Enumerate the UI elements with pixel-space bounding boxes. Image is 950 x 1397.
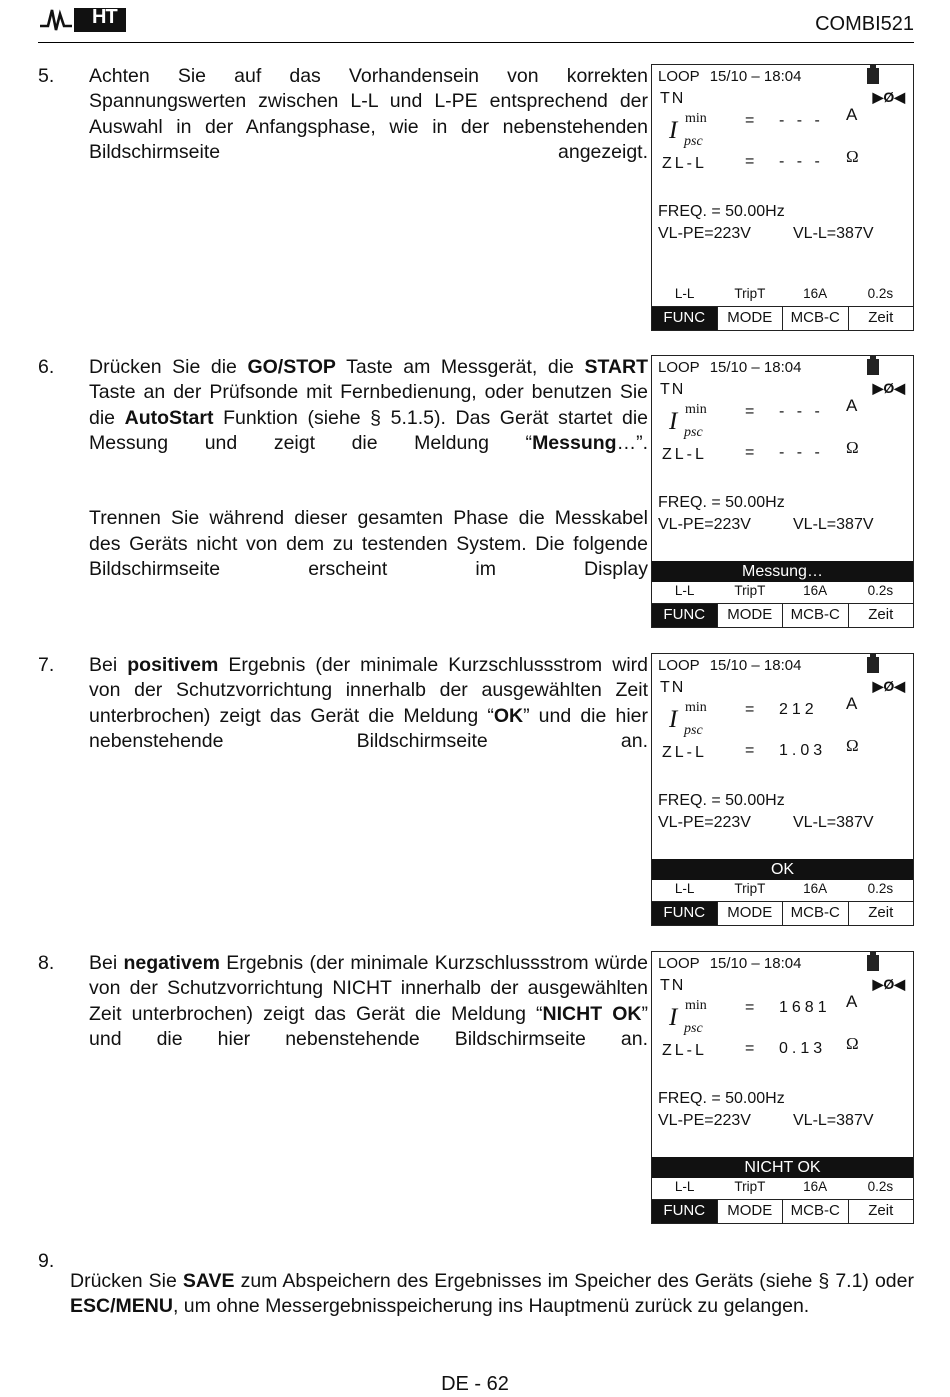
softkey-mcb-c: MCB-C [782, 604, 848, 627]
softkey-func: FUNC [652, 902, 717, 925]
current-value: - - - [779, 112, 824, 129]
status-message: NICHT OK [652, 1157, 913, 1178]
softkey-func: FUNC [652, 604, 717, 627]
text-run: Bei [89, 952, 124, 974]
text-run: ” und die hier nebenstehende Bildschirmseite an. [89, 704, 648, 752]
softkey-func: FUNC [652, 1200, 717, 1223]
parameter-value: TripT [734, 881, 766, 896]
step-7 [38, 653, 648, 779]
parameter-value: 0.2s [867, 881, 894, 896]
symbol-sup: min [685, 998, 707, 1013]
parameter-value: 0.2s [867, 583, 894, 598]
bold-text: AutoStart [124, 406, 214, 429]
softkey-mode: MODE [717, 1200, 783, 1223]
parameter-value: TripT [734, 1179, 766, 1194]
impedance-unit: Ω [846, 736, 859, 755]
step-text [89, 951, 648, 1077]
step-number: 7. [38, 654, 55, 676]
datetime: 15/10 – 18:04 [709, 955, 802, 972]
symbol-sub: psc [684, 723, 703, 738]
system-type: TN [660, 977, 686, 994]
symbol-base: I [669, 706, 678, 733]
datetime: 15/10 – 18:04 [709, 359, 802, 376]
current-unit: A [846, 105, 858, 124]
symbol-sub: psc [684, 425, 703, 440]
impedance-label: ZL-L [662, 1042, 707, 1059]
softkey-mode: MODE [717, 902, 783, 925]
mode-label: LOOP [658, 955, 700, 972]
paragraph [89, 506, 648, 607]
parameter-value: L-L [674, 881, 695, 896]
parameter-row [652, 1179, 913, 1194]
softkey-mode: MODE [717, 307, 783, 330]
step-text [70, 1269, 914, 1320]
current-unit: A [846, 694, 858, 713]
current-unit: A [846, 396, 858, 415]
screen-header [658, 657, 801, 674]
instrument-screen [651, 64, 914, 331]
text-run: Ergebnis (der minimale Kurzschlussstrom wird von der Schutzvorrichtung innerhalb der ausgewählten Zeit unterbrochen) zeigt das Gerät die Meldung “ [89, 654, 648, 727]
text-run: Trennen Sie während dieser gesamten Phase die Messkabel des Geräts nicht von dem zu testenden System. Die folgende Bildschirmseite erscheint im Display [89, 507, 648, 581]
parameter-value: 16A [803, 286, 828, 301]
phase-rotation-indicator: ▶Ø◀ [872, 678, 905, 694]
step-text [89, 355, 648, 608]
softkey-bar [652, 1199, 913, 1223]
impedance-label: ZL-L [662, 744, 707, 761]
parameter-value: 16A [803, 583, 828, 598]
step-number: 5. [38, 65, 55, 87]
symbol-sub: psc [684, 134, 703, 149]
symbol-sub: psc [684, 1021, 703, 1036]
impedance-value: - - - [779, 153, 824, 170]
text-run: …”. [616, 431, 648, 454]
paragraph [70, 1269, 914, 1320]
text-run: Bei [89, 654, 128, 676]
frequency-readout: FREQ. = 50.00Hz [658, 792, 785, 809]
step-number: 6. [38, 356, 55, 378]
symbol-base: I [669, 1004, 678, 1031]
voltage-l-pe: VL-PE=223V [658, 516, 751, 533]
bold-text: OK [493, 704, 524, 727]
voltage-l-l: VL-L=387V [793, 1112, 874, 1129]
phase-rotation-indicator: ▶Ø◀ [872, 380, 905, 396]
system-type: TN [660, 679, 686, 696]
datetime: 15/10 – 18:04 [709, 68, 802, 85]
impedance-label: ZL-L [662, 446, 707, 463]
voltage-l-l: VL-L=387V [793, 814, 874, 831]
current-equals: = [745, 999, 755, 1016]
ipsc-min-symbol [669, 700, 707, 738]
datetime: 15/10 – 18:04 [709, 657, 802, 674]
parameter-value: TripT [734, 583, 766, 598]
current-value: 212 [779, 701, 818, 718]
voltage-l-pe: VL-PE=223V [658, 1112, 751, 1129]
step-number: 8. [38, 952, 55, 974]
mode-label: LOOP [658, 657, 700, 674]
impedance-equals: = [745, 742, 755, 759]
battery-icon [867, 955, 879, 971]
parameter-value: 16A [803, 1179, 828, 1194]
parameter-value: L-L [674, 1179, 695, 1194]
current-value: - - - [779, 403, 824, 420]
ipsc-min-symbol [669, 402, 707, 440]
status-message: OK [652, 859, 913, 880]
voltage-l-l: VL-L=387V [793, 516, 874, 533]
phase-rotation-indicator: ▶Ø◀ [872, 976, 905, 992]
paragraph [89, 64, 648, 190]
system-type: TN [660, 90, 686, 107]
softkey-bar [652, 901, 913, 925]
bold-text: ESC/MENU [70, 1294, 173, 1317]
step-number: 9. [38, 1250, 55, 1272]
phase-rotation-indicator: ▶Ø◀ [872, 89, 905, 105]
bold-text: positivem [127, 654, 219, 676]
current-equals: = [745, 701, 755, 718]
softkey-zeit: Zeit [848, 307, 914, 330]
bold-text: Messung [532, 431, 617, 454]
page-header [38, 0, 914, 43]
document-title: COMBI521 [815, 13, 914, 35]
step-text [89, 64, 648, 190]
instrument-screen [651, 653, 914, 926]
voltage-l-pe: VL-PE=223V [658, 814, 751, 831]
bold-text: NICHT OK [542, 1002, 642, 1025]
parameter-value: 0.2s [867, 1179, 894, 1194]
current-equals: = [745, 403, 755, 420]
text-run: , um ohne Messergebnisspeicherung ins Hauptmenü zurück zu gelangen. [172, 1294, 810, 1317]
impedance-equals: = [745, 153, 755, 170]
instrument-screen [651, 951, 914, 1224]
symbol-sup: min [685, 111, 707, 126]
screen-header [658, 68, 801, 85]
step-6 [38, 355, 648, 608]
battery-icon [867, 359, 879, 375]
battery-icon [867, 68, 879, 84]
text-run: ” und die hier nebenstehende Bildschirmseite an. [89, 1002, 648, 1050]
battery-icon [867, 657, 879, 673]
softkey-func: FUNC [652, 307, 717, 330]
bold-text: SAVE [182, 1269, 235, 1292]
bold-text: GO/STOP [247, 356, 336, 378]
text-run: Taste am Messgerät, die [335, 356, 585, 378]
voltage-l-l: VL-L=387V [793, 225, 874, 242]
softkey-mcb-c: MCB-C [782, 307, 848, 330]
step-text [89, 653, 648, 779]
softkey-zeit: Zeit [848, 604, 914, 627]
parameter-row [652, 881, 913, 896]
bold-text: negativem [123, 952, 220, 974]
frequency-readout: FREQ. = 50.00Hz [658, 203, 785, 220]
current-value: 1681 [779, 999, 831, 1016]
text-run: Taste an der Prüfsonde mit Fernbedienung, oder benutzen Sie die [89, 381, 648, 429]
step-8 [38, 951, 648, 1077]
impedance-value: - - - [779, 444, 824, 461]
ipsc-min-symbol [669, 998, 707, 1036]
frequency-readout: FREQ. = 50.00Hz [658, 494, 785, 511]
parameter-value: TripT [734, 286, 766, 301]
bold-text: START [584, 356, 648, 378]
paragraph [89, 951, 648, 1077]
softkey-bar [652, 306, 913, 330]
current-unit: A [846, 992, 858, 1011]
paragraph [89, 355, 648, 481]
impedance-value: 0.13 [779, 1040, 827, 1057]
step-9 [38, 1249, 914, 1339]
softkey-mcb-c: MCB-C [782, 1200, 848, 1223]
impedance-value: 1.03 [779, 742, 827, 759]
softkey-zeit: Zeit [848, 1200, 914, 1223]
impedance-label: ZL-L [662, 155, 707, 172]
page-number: DE - 62 [441, 1373, 509, 1395]
text-run: Drücken Sie [70, 1269, 183, 1292]
parameter-row [652, 583, 913, 598]
softkey-mode: MODE [717, 604, 783, 627]
softkey-zeit: Zeit [848, 902, 914, 925]
parameter-value: 16A [803, 881, 828, 896]
text-run: Drücken Sie die [89, 356, 248, 378]
system-type: TN [660, 381, 686, 398]
text-run: Funktion (siehe § 5.1.5). Das Gerät startet die Messung und zeigt die Meldung “ [89, 406, 648, 454]
paragraph [89, 653, 648, 779]
impedance-unit: Ω [846, 147, 859, 166]
ipsc-min-symbol [669, 111, 707, 149]
frequency-readout: FREQ. = 50.00Hz [658, 1090, 785, 1107]
parameter-value: 0.2s [867, 286, 894, 301]
impedance-equals: = [745, 444, 755, 461]
symbol-base: I [669, 408, 678, 435]
impedance-unit: Ω [846, 438, 859, 457]
current-equals: = [745, 112, 755, 129]
text-run: Achten Sie auf das Vorhandensein von korrekten Spannungswerten zwischen L-L und L-PE entsprechend der Auswahl in der Anfangsphase, wie in der nebenstehenden Bildschirmseite angezeigt. [89, 65, 648, 163]
text-run: zum Abspeichern des Ergebnisses im Speicher des Geräts (siehe § 7.1) oder [234, 1269, 914, 1292]
parameter-value: L-L [674, 583, 695, 598]
symbol-sup: min [685, 402, 707, 417]
mode-label: LOOP [658, 359, 700, 376]
parameter-row [652, 286, 913, 301]
mode-label: LOOP [658, 68, 700, 85]
symbol-base: I [669, 117, 678, 144]
screen-header [658, 955, 801, 972]
impedance-equals: = [745, 1040, 755, 1057]
voltage-l-pe: VL-PE=223V [658, 225, 751, 242]
instrument-screen [651, 355, 914, 628]
status-message: Messung… [652, 561, 913, 582]
step-5 [38, 64, 648, 190]
impedance-unit: Ω [846, 1034, 859, 1053]
logo-text: HT [92, 6, 117, 28]
symbol-sup: min [685, 700, 707, 715]
softkey-bar [652, 603, 913, 627]
softkey-mcb-c: MCB-C [782, 902, 848, 925]
screen-header [658, 359, 801, 376]
text-run: Ergebnis (der minimale Kurzschlussstrom würde von der Schutzvorrichtung NICHT innerhalb der ausgewählten Zeit unterbrochen) zeigt das Gerät die Meldung “ [89, 952, 648, 1025]
parameter-value: L-L [674, 286, 695, 301]
